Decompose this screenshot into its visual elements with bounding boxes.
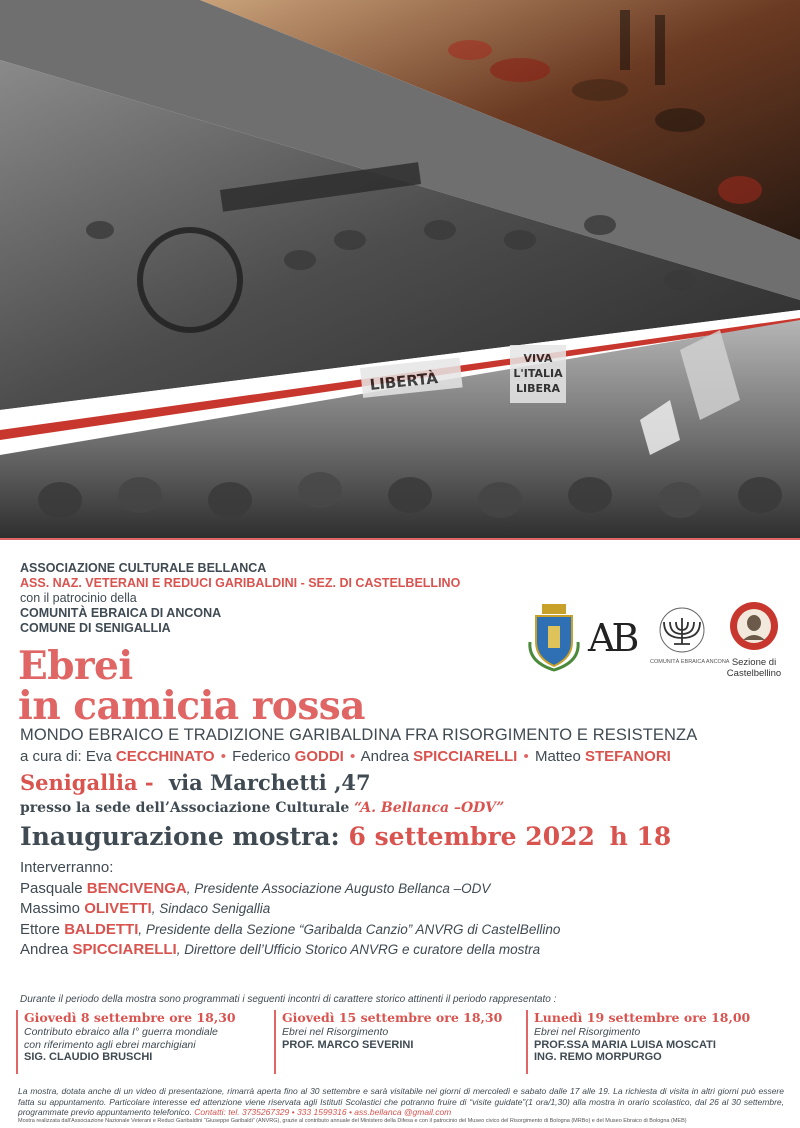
curator-3-last: SPICCIARELLI [413,748,518,765]
speaker-first: Ettore [20,920,61,938]
subtitle: MONDO EBRAICO E TRADIZIONE GARIBALDINA FRA RISORGIMENTO E RESISTENZA [20,726,698,744]
footer-credits: Mostra realizzata dall’Associazione Nazionale Veterani e Reduci Garibaldini “Giuseppe Garibaldi” (ANVRG), grazie al contributo annuale del Ministero della Difesa e con il patrocinio del Museo civico del Risorgimento di Bologna (MRBo) e del Museo Ebraico di Bologna (MEB) [18,1118,687,1124]
speaker-row [20,899,560,920]
curators [20,748,671,765]
organizer-comunita: COMUNITÀ EBRAICA DI ANCONA [20,606,222,620]
venue-presso [20,800,504,816]
sign-viva-2: L'ITALIA [513,367,563,380]
venue-address: via Marchetti ,47 [168,770,371,795]
footer-note [18,1086,784,1118]
event-topic: Ebrei nel Risorgimento [534,1026,641,1038]
event-card-2 [274,1010,522,1074]
event-speaker-2: ING. REMO MORPURGO [534,1051,662,1063]
section-logo-line2: Castelbellino [726,668,782,679]
curators-prefix: a cura di: [20,748,82,765]
sign-liberta: LIBERTÀ [368,368,439,395]
event-topic: Ebrei nel Risorgimento [282,1026,389,1038]
speaker-last: BENCIVENGA [86,879,187,897]
venue [20,770,371,795]
senigallia-crest-icon [524,602,584,672]
event-card-3 [526,1010,784,1074]
curator-4-first: Matteo [534,748,581,765]
inauguration-date: 6 settembre 2022 [348,822,595,851]
hero-photo-collage [0,0,800,540]
event-date: Giovedì 15 settembre ore 18,30 [282,1010,503,1025]
event-speaker: PROF.SSA MARIA LUISA MOSCATI [534,1038,716,1051]
event-speaker: SIG. CLAUDIO BRUSCHI [24,1051,153,1063]
speaker-row [20,879,560,900]
sign-viva-1: VIVA [523,352,553,365]
curator-separator: • [220,748,226,765]
period-note: Durante il periodo della mostra sono programmati i seguenti incontri di carattere storico attinenti il periodo rappresentato : [20,994,557,1005]
speaker-role: , Sindaco Senigallia [151,901,271,916]
comunita-logo-text: COMUNITÀ EBRAICA ANCONA [650,659,730,665]
organizers [20,561,460,636]
comunita-ebraica-logo [650,604,730,674]
organizer-bellanca: ASSOCIAZIONE CULTURALE BELLANCA [20,561,267,575]
speaker-first: Andrea [20,941,69,958]
speaker-role: , Direttore dell’Ufficio Storico ANVRG e curatore della mostra [176,942,541,957]
logos-row [520,600,790,690]
presso-text: presso la sede dell’Associazione Culturale [20,800,350,816]
curator-4-last: STEFANORI [585,748,671,765]
ab-logo-text: AB [588,616,636,660]
ab-logo [588,616,648,660]
footer-contacts: Contatti: tel. 3735267329 • 333 1599316 • ass.bellanca @gmail.com [194,1107,452,1117]
hero-collage [0,0,800,540]
menorah-icon [650,604,714,654]
curator-separator: • [523,748,529,765]
event-topic-2: con riferimento agli ebrei marchigiani [24,1038,196,1051]
speaker-role: , Presidente della Sezione “Garibalda Canzio” ANVRG di CastelBellino [138,921,561,937]
title-line2: in camicia rossa [18,683,365,729]
garibaldi-medallion-icon [728,600,780,652]
presso-assoc: “A. Bellanca –ODV” [354,800,505,816]
title-line1: Ebrei [18,643,133,689]
sign-viva-3: LIBERA [516,382,560,395]
event-speaker: PROF. MARCO SEVERINI [282,1038,414,1051]
event-topic: Contributo ebraico alla I° guerra mondiale [24,1026,218,1038]
organizer-comune: COMUNE DI SENIGALLIA [20,621,171,635]
speaker-row [20,920,560,941]
organizer-anvrg: ASS. NAZ. VETERANI E REDUCI GARIBALDINI - SEZ. DI CASTELBELLINO [20,576,461,590]
venue-city: Senigallia - [20,770,154,795]
curator-3-first: Andrea [360,748,409,765]
speaker-last: BALDETTI [64,920,139,938]
footer-text: La mostra, dotata anche di un video di presentazione, rimarrà aperta fino al 30 settembre e sarà visitabile nei giorni di mercoledì e sabato dalle 17 alle 19. La richiesta di visita in altri giorni può essere fatta su appuntamento. Particolare interesse ed attenzione viene riservata agli Istituti Scolastici che potranno fruire di “visite guidate”(1 ora/1,30) alla mostra in orario scolastico, dal 26 al 30 settembre, programmate previo appuntamento telefonico. [18,1086,784,1117]
event-date: Giovedì 8 settembre ore 18,30 [24,1010,236,1025]
section-logo-line1: Sezione di [731,657,777,668]
event-date: Lunedì 19 settembre ore 18,00 [534,1010,751,1025]
speaker-first: Pasquale [20,879,83,897]
inauguration-label: Inaugurazione mostra: [20,822,340,851]
speakers-heading: Interverranno: [20,859,114,876]
event-card-1 [16,1010,270,1074]
speaker-last: OLIVETTI [84,900,152,917]
speaker-row [20,940,560,961]
curator-1-first: Eva [85,748,112,765]
curator-1-last: CECCHINATO [115,748,215,765]
patronage-label: con il patrocinio della [20,591,137,605]
speaker-role: , Presidente Associazione Augusto Bellanca –ODV [186,880,491,896]
curator-2-last: GODDI [294,748,344,765]
curator-separator: • [350,748,356,765]
speakers [20,858,560,961]
speaker-first: Massimo [20,900,81,917]
curator-2-first: Federico [232,748,291,765]
events-row [16,1010,786,1074]
speaker-last: SPICCIARELLI [72,941,177,958]
anvrg-section-logo [718,600,790,690]
inauguration [20,822,671,851]
inauguration-time: h 18 [609,822,672,851]
